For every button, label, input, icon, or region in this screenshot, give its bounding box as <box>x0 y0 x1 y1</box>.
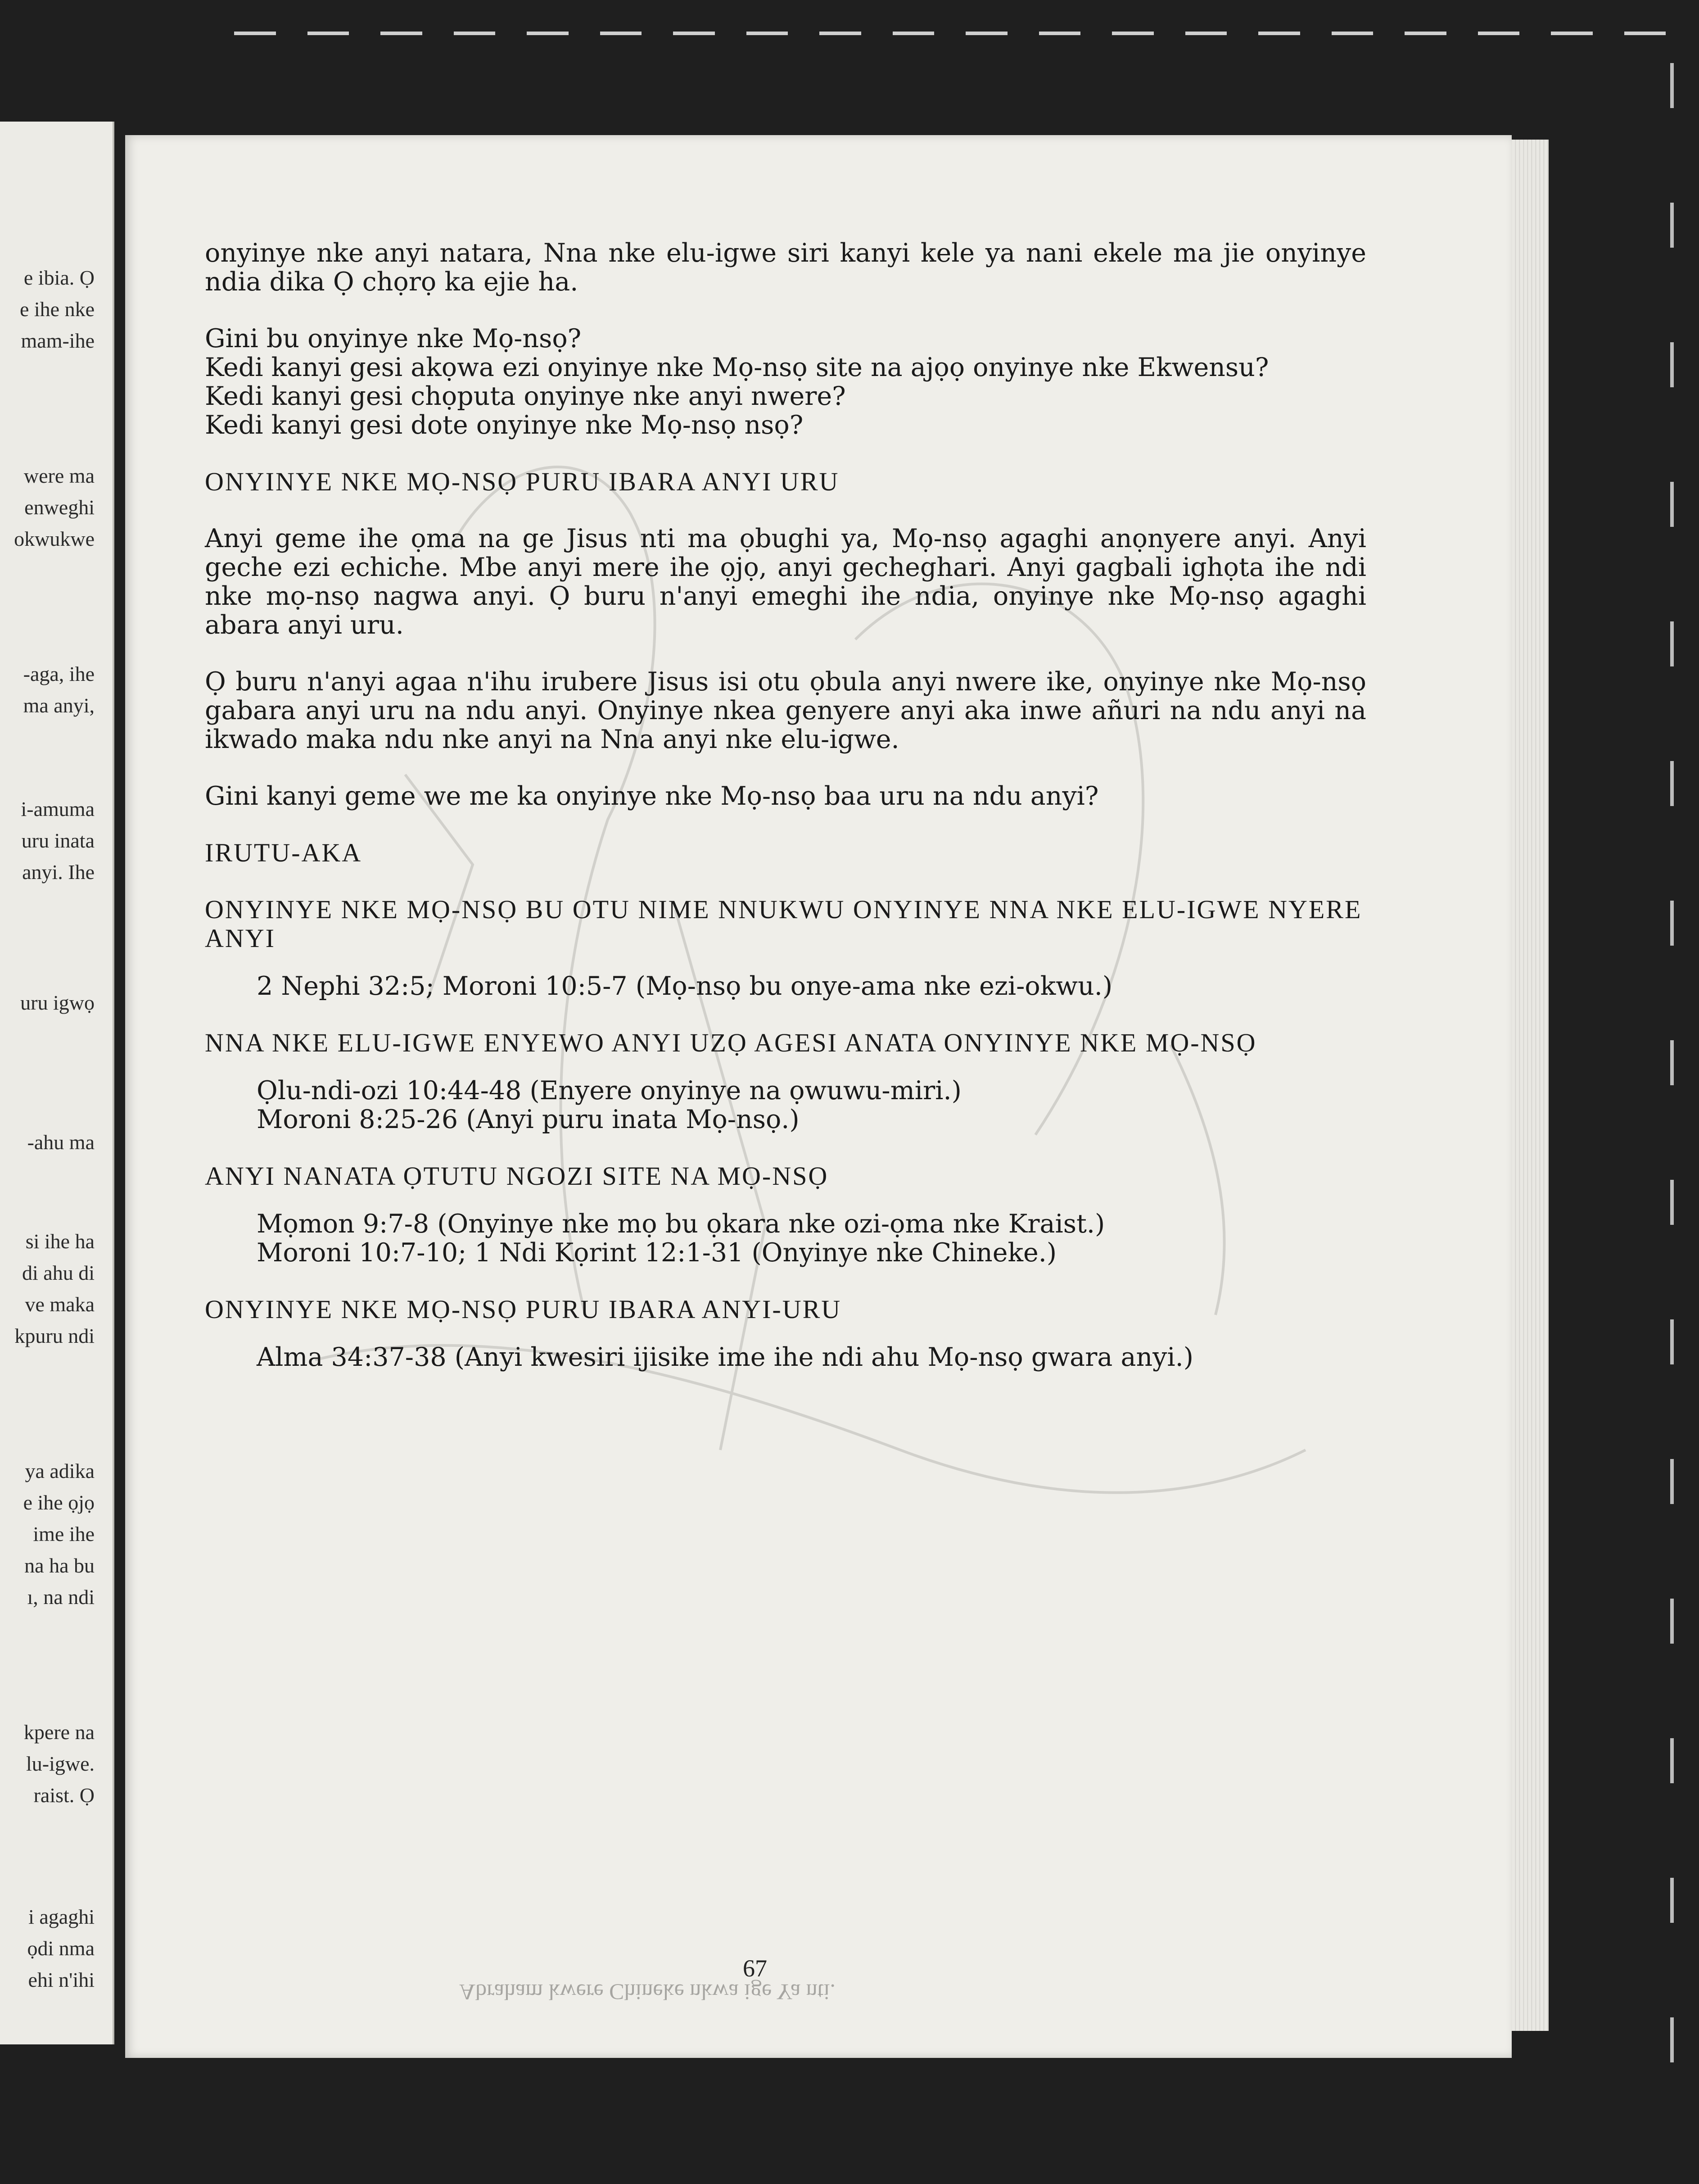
scripture-references <box>205 972 1366 1001</box>
left-page-fragment: i-amuma <box>21 797 95 820</box>
left-page-fragment: anyi. Ihe <box>22 861 95 884</box>
left-page-fragment: -aga, ihe <box>23 662 95 685</box>
left-page-fragment: e ibia. Ọ <box>23 266 95 289</box>
scripture-reference: Moroni 8:25-26 (Anyi puru inata Mọ-nsọ.) <box>257 1105 800 1134</box>
section-heading: NNA NKE ELU-IGWE ENYEWO ANYI UZỌ AGESI ANATA ONYINYE NKE MỌ-NSỌ <box>205 1028 1257 1057</box>
left-page-fragment: kpuru ndi <box>14 1324 95 1347</box>
left-page-fragment: okwukwe <box>14 527 95 550</box>
page-stack-edge <box>1508 140 1549 2031</box>
left-page-edge <box>0 122 114 2044</box>
scripture-references <box>205 1076 1366 1134</box>
left-page-fragment: were ma <box>23 464 95 487</box>
show-through-caption: Abraham kwere Chineke nkwa ige Ya nti. <box>459 1980 836 2005</box>
scripture-references <box>205 1343 1366 1372</box>
page-body <box>205 239 1366 1400</box>
intro-paragraph: onyinye nke anyi natara, Nna nke elu-igwe siri kanyi kele ya nani ekele ma jie onyinye ndia dika Ọ chọrọ ka ejie ha. <box>205 238 1366 297</box>
section-heading: ONYINYE NKE MỌ-NSỌ PURU IBARA ANYI URU <box>205 467 840 496</box>
scripture-references <box>205 1210 1366 1267</box>
question: Kedi kanyi gesi dote onyinye nke Mọ-nsọ nsọ? <box>205 410 804 440</box>
left-page-fragment: ehi n'ihi <box>28 1968 95 1991</box>
left-page-fragment: raist. Ọ <box>33 1784 95 1807</box>
left-page-fragment: e ihe ọjọ <box>23 1491 95 1514</box>
left-page-fragment: na ha bu <box>24 1554 95 1577</box>
right-border-marks <box>1670 63 1676 2089</box>
scripture-reference: Mọmon 9:7-8 (Onyinye nke mọ bu ọkara nke ozi-ọma nke Kraist.) <box>257 1209 1105 1239</box>
left-page-fragment: si ihe ha <box>25 1230 95 1253</box>
discussion-questions <box>205 324 1366 440</box>
left-page-fragment: ı, na ndi <box>27 1586 95 1609</box>
page-number: 67 <box>743 1955 767 1982</box>
left-page-fragment: lu-igwe. <box>26 1752 95 1775</box>
left-page-fragment: mam-ihe <box>21 329 95 352</box>
scripture-reference: Alma 34:37-38 (Anyi kwesiri ijisike ime ihe ndi ahu Mọ-nsọ gwara anyi.) <box>257 1342 1193 1372</box>
left-page-fragment: di ahu di <box>22 1261 95 1284</box>
left-page-fragment: ma anyi, <box>23 694 95 717</box>
scripture-reference: Moroni 10:7-10; 1 Ndi Kọrint 12:1-31 (Onyinye nke Chineke.) <box>257 1238 1057 1268</box>
question: Gini kanyi geme we me ka onyinye nke Mọ-nsọ baa uru na ndu anyi? <box>205 781 1099 811</box>
top-border-marks <box>234 32 1666 38</box>
scripture-reference: Ọlu-ndi-ozi 10:44-48 (Enyere onyinye na ọwuwu-miri.) <box>257 1076 962 1106</box>
left-page-fragment: uru inata <box>21 829 95 852</box>
left-page-fragment: uru igwọ <box>20 991 95 1014</box>
left-page-fragment: ọdi nma <box>27 1937 95 1960</box>
section-heading: ONYINYE NKE MỌ-NSỌ BU OTU NIME NNUKWU ONYINYE NNA NKE ELU-IGWE NYERE ANYI <box>205 895 1362 953</box>
left-page-fragment: enweghi <box>24 496 95 519</box>
left-page-fragment: kpere na <box>23 1721 95 1744</box>
left-page-fragment: e ihe nke <box>19 298 95 321</box>
left-page-fragment: -ahu ma <box>27 1131 95 1154</box>
section-title: IRUTU-AKA <box>205 838 362 867</box>
question: Kedi kanyi gesi akọwa ezi onyinye nke Mọ-nsọ site na ajọọ onyinye nke Ekwensu? <box>205 353 1269 382</box>
question: Gini bu onyinye nke Mọ-nsọ? <box>205 324 582 353</box>
scripture-reference: 2 Nephi 32:5; Moroni 10:5-7 (Mọ-nsọ bu onye-ama nke ezi-okwu.) <box>257 971 1113 1001</box>
left-page-fragment: ime ihe <box>33 1522 95 1545</box>
section-heading: ANYI NANATA ỌTUTU NGOZI SITE NA MỌ-NSỌ <box>205 1161 829 1191</box>
section-heading: ONYINYE NKE MỌ-NSỌ PURU IBARA ANYI-URU <box>205 1295 842 1324</box>
question: Kedi kanyi gesi chọputa onyinye nke anyi nwere? <box>205 381 846 411</box>
body-paragraph: Ọ buru n'anyi agaa n'ihu irubere Jisus isi otu ọbula anyi nwere ike, onyinye nke Mọ-nsọ gabara anyi uru na ndu anyi. Onyinye nkea genyere anyi aka inwe añuri na ndu anyi na ikwado maka ndu nke anyi na Nna anyi nke elu-igwe. <box>205 667 1366 754</box>
left-page-fragment: ve maka <box>25 1293 95 1316</box>
left-page-fragment: i agaghi <box>28 1905 95 1928</box>
body-paragraph: Anyi geme ihe ọma na ge Jisus nti ma ọbughi ya, Mọ-nsọ agaghi anọnyere anyi. Anyi geche ezi echiche. Mbe anyi mere ihe ọjọ, anyi gecheghari. Anyi gagbali ighọta ihe ndi nke mọ-nsọ nagwa anyi. Ọ buru n'anyi emeghi ihe ndia, onyinye nke Mọ-nsọ agaghi abara anyi uru. <box>205 524 1366 640</box>
left-page-fragment: ya adika <box>25 1459 95 1482</box>
